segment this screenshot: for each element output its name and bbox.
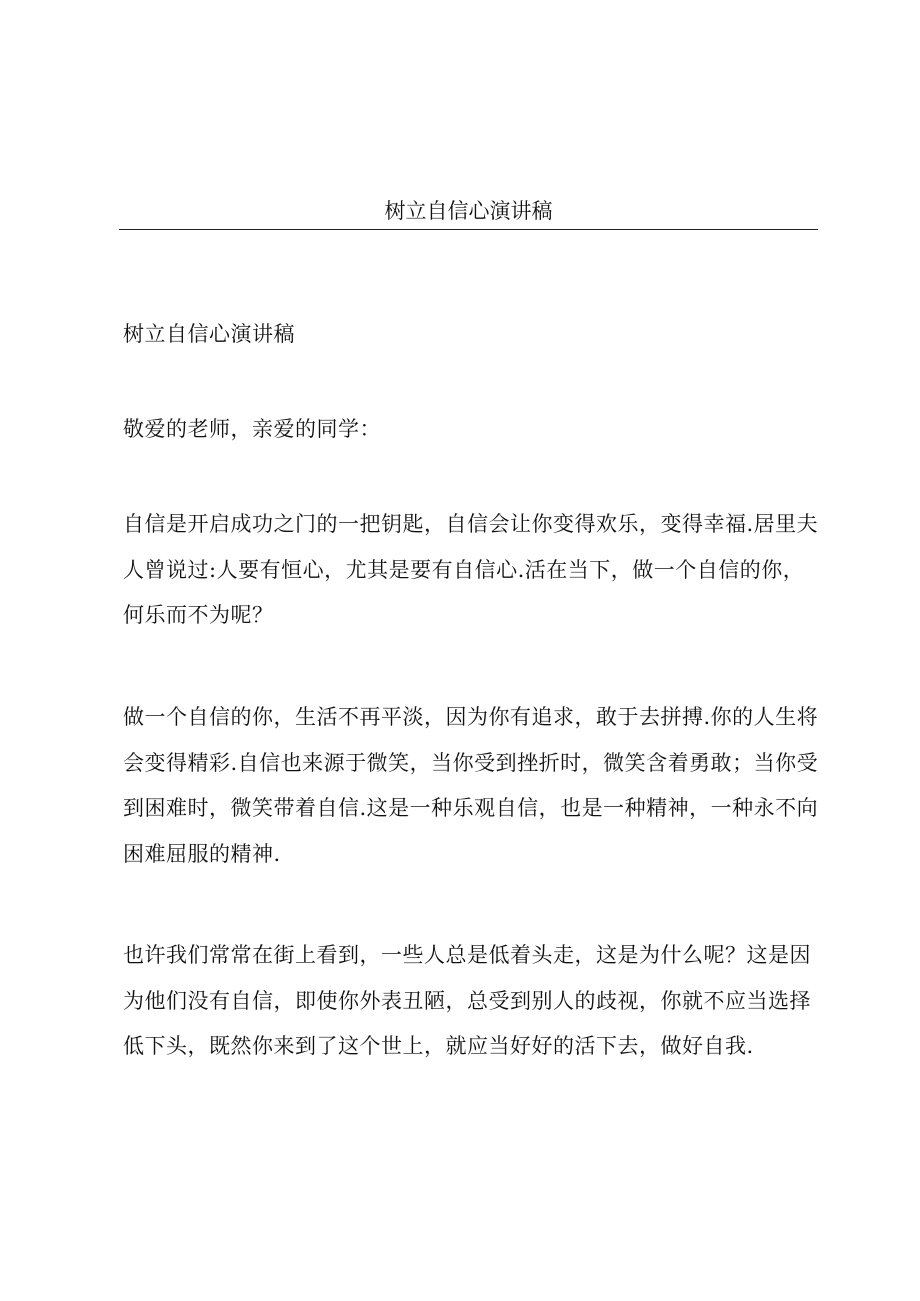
salutation: 敬爱的老师，亲爱的同学： [123,417,381,441]
paragraph-3: 也许我们常常在街上看到，一些人总是低着头走，这是为什么呢？这是因为他们没有自信，即使你外表丑陋，总受到别人的歧视，你就不应当选择低下头，既然你来到了这个世上，就应当好好的活下去，做好自我. [123,943,811,1058]
header-divider [119,229,818,230]
paragraph-2: 做一个自信的你，生活不再平淡，因为你有追求，敢于去拼搏.你的人生将会变得精彩.自信也来源于微笑，当你受到挫折时，微笑含着勇敢；当你受到困难时，微笑带着自信.这是一种乐观自信，也是一种精神，一种永不向困难屈服的精神. [123,705,819,866]
document-title: 树立自信心演讲稿 [123,322,295,346]
page-header-title: 树立自信心演讲稿 [384,199,553,223]
paragraph-1: 自信是开启成功之门的一把钥匙，自信会让你变得欢乐，变得幸福.居里夫人曾说过:人要有恒心，尤其是要有自信心.活在当下，做一个自信的你，何乐而不为呢？ [123,512,819,627]
